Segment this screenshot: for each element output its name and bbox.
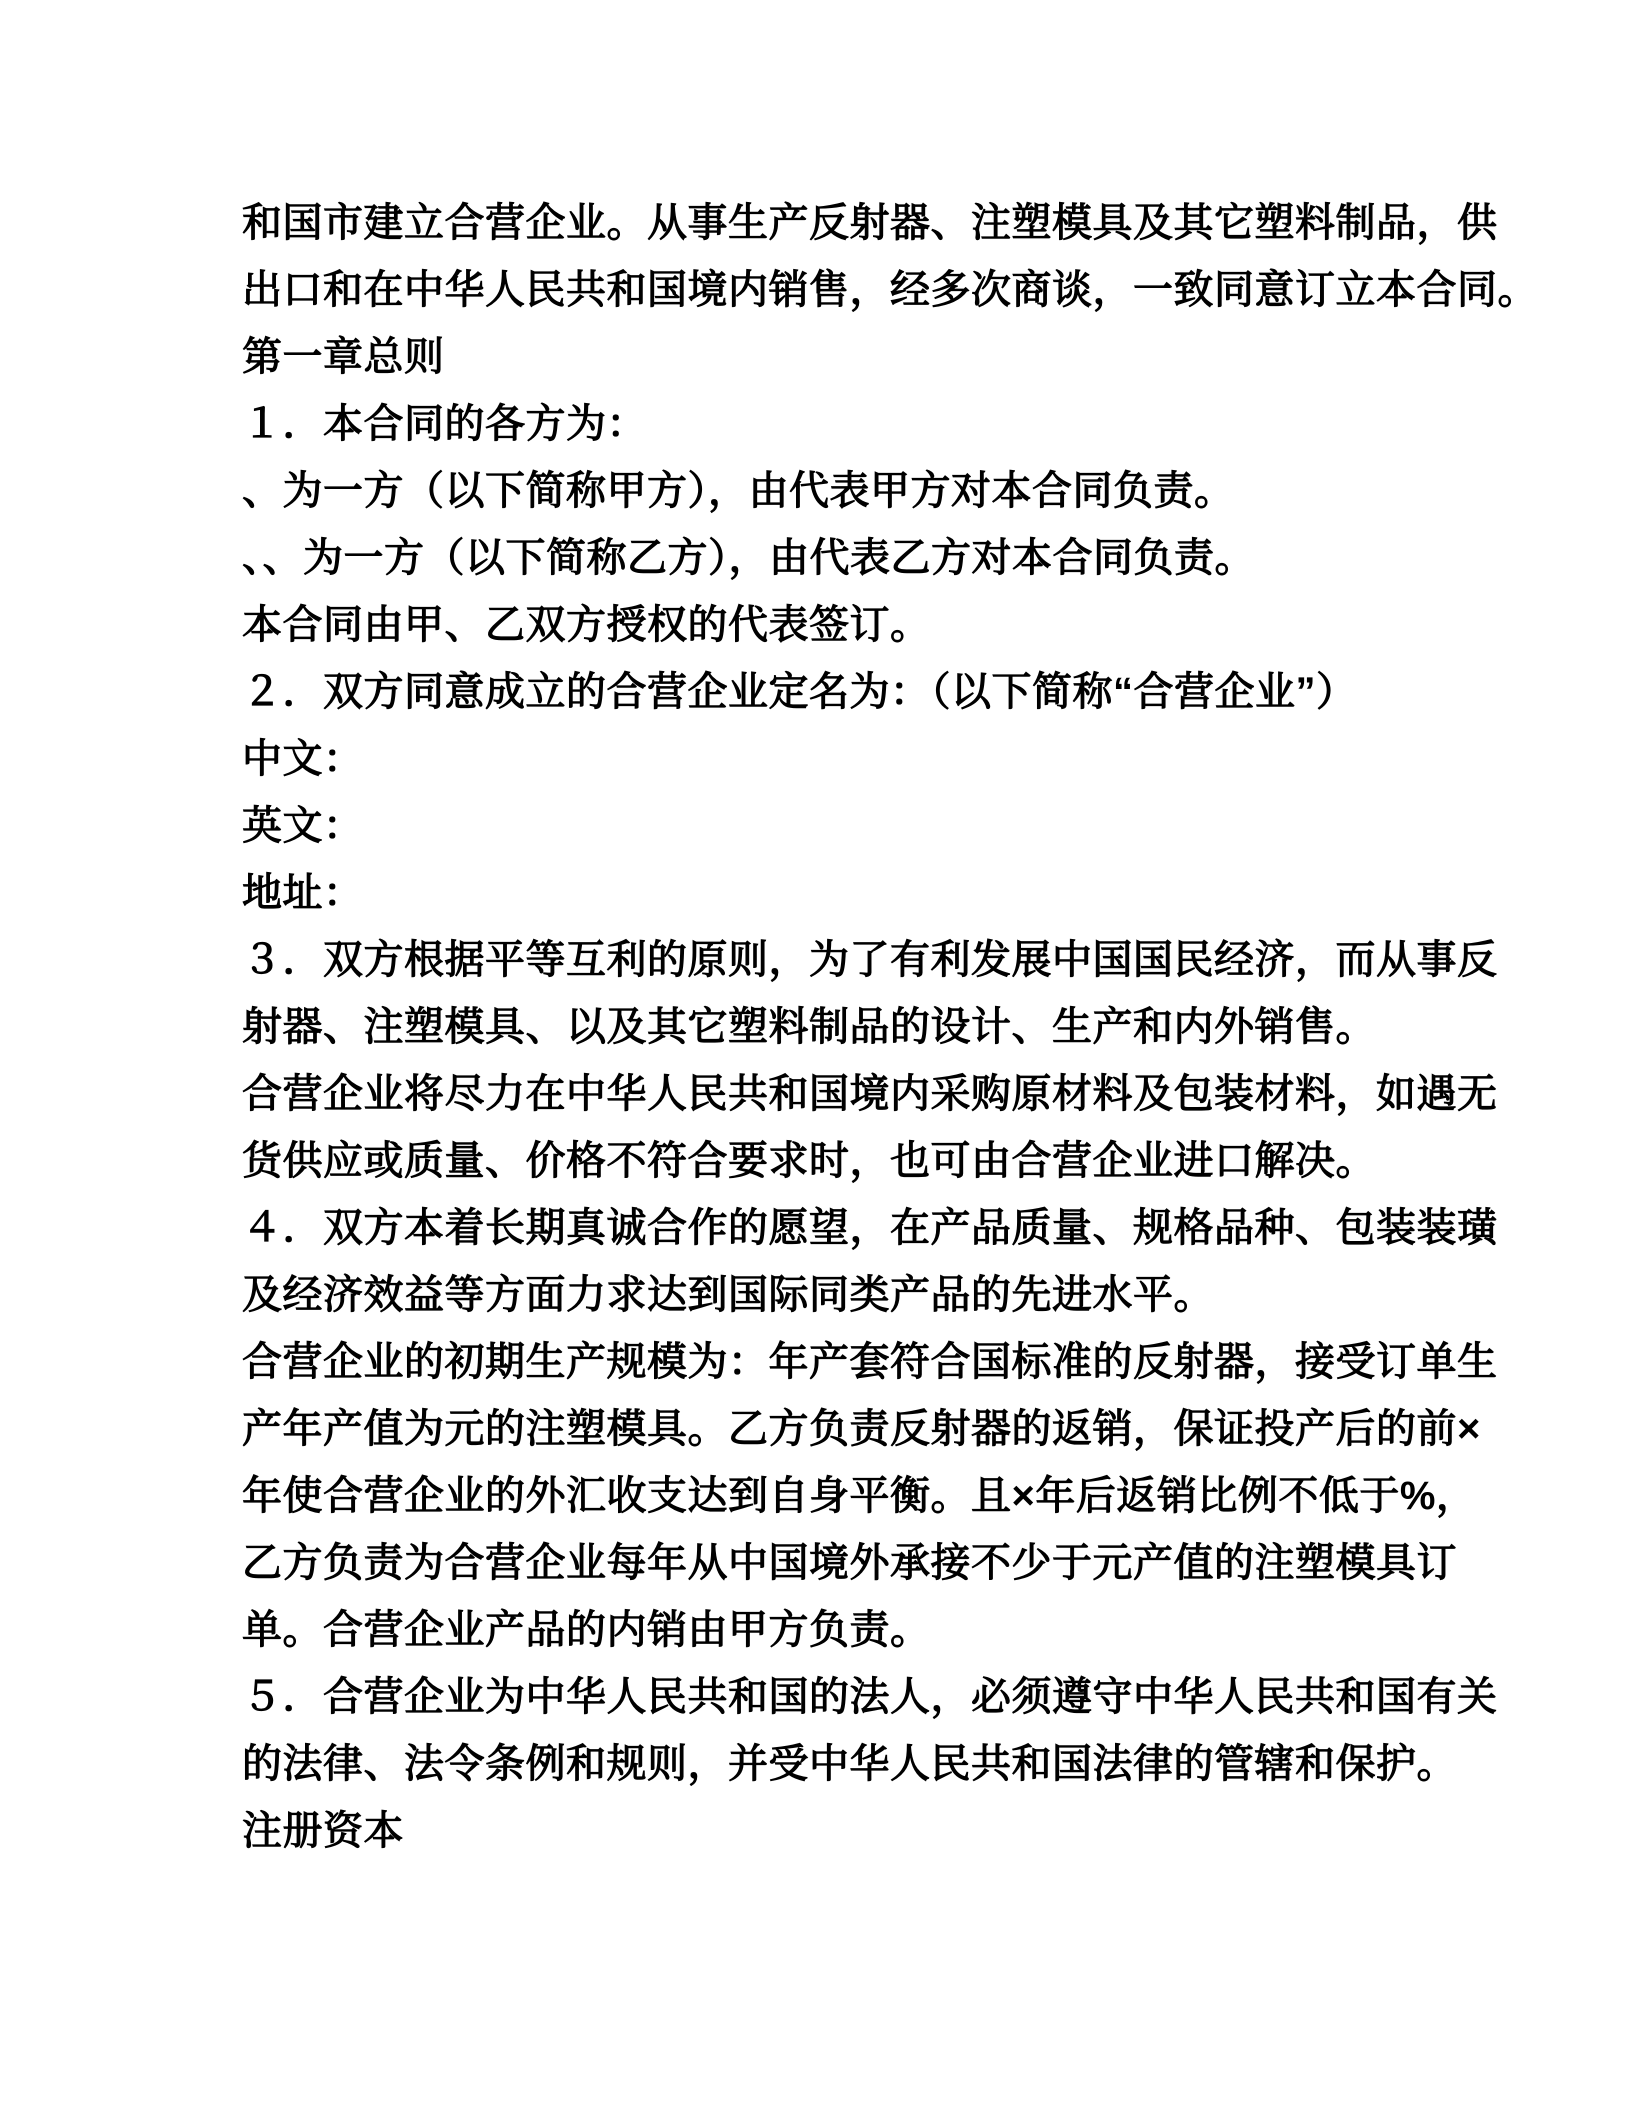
text-line: 、、为一方（以下简称乙方），由代表乙方对本合同负责。 bbox=[242, 536, 1255, 580]
clause-5-heading: ５．合营企业为中华人民共和国的法人，必须遵守中华人民共和国有关 bbox=[242, 1675, 1498, 1719]
text-line: 合营企业的初期生产规模为：年产套符合国标准的反射器，接受订单生 bbox=[242, 1340, 1498, 1384]
text-line: 的法律、法令条例和规则，并受中华人民共和国法律的管辖和保护。 bbox=[242, 1742, 1457, 1786]
text-line: 及经济效益等方面力求达到国际同类产品的先进水平。 bbox=[242, 1273, 1214, 1317]
text-line: 乙方负责为合营企业每年从中国境外承接不少于元产值的注塑模具订 bbox=[242, 1541, 1457, 1585]
address-label: 地址： bbox=[242, 871, 364, 915]
clause-1-heading: １．本合同的各方为： bbox=[242, 402, 647, 446]
clause-4-heading: ４．双方本着长期真诚合作的愿望，在产品质量、规格品种、包装装璜 bbox=[242, 1206, 1498, 1250]
text-line: 合营企业将尽力在中华人民共和国境内采购原材料及包装材料，如遇无 bbox=[242, 1072, 1498, 1116]
chinese-name-label: 中文： bbox=[242, 737, 364, 781]
text-line: 、为一方（以下简称甲方），由代表甲方对本合同负责。 bbox=[242, 469, 1235, 513]
text-line: 本合同由甲、乙双方授权的代表签订。 bbox=[242, 603, 931, 647]
contract-text-block bbox=[242, 190, 1538, 1865]
chapter-heading: 第一章总则 bbox=[242, 335, 445, 379]
english-name-label: 英文： bbox=[242, 804, 364, 848]
clause-3-heading: ３．双方根据平等互利的原则，为了有利发展中国国民经济，而从事反 bbox=[242, 938, 1498, 982]
text-line: 射器、注塑模具、以及其它塑料制品的设计、生产和内外销售。 bbox=[242, 1005, 1376, 1049]
text-line: 货供应或质量、价格不符合要求时，也可由合营企业进口解决。 bbox=[242, 1139, 1376, 1183]
text-line: 单。合营企业产品的内销由甲方负责。 bbox=[242, 1608, 931, 1652]
registered-capital-heading: 注册资本 bbox=[242, 1809, 404, 1853]
text-line: 出口和在中华人民共和国境内销售，经多次商谈，一致同意订立本合同。 bbox=[242, 268, 1538, 312]
text-line: 和国市建立合营企业。从事生产反射器、注塑模具及其它塑料制品，供 bbox=[242, 201, 1498, 245]
text-line: 产年产值为元的注塑模具。乙方负责反射器的返销，保证投产后的前× bbox=[242, 1407, 1481, 1451]
text-line: 年使合营企业的外汇收支达到自身平衡。且×年后返销比例不低于%， bbox=[242, 1474, 1477, 1518]
clause-2-heading: ２．双方同意成立的合营企业定名为：（以下简称“合营企业”） bbox=[242, 670, 1357, 714]
